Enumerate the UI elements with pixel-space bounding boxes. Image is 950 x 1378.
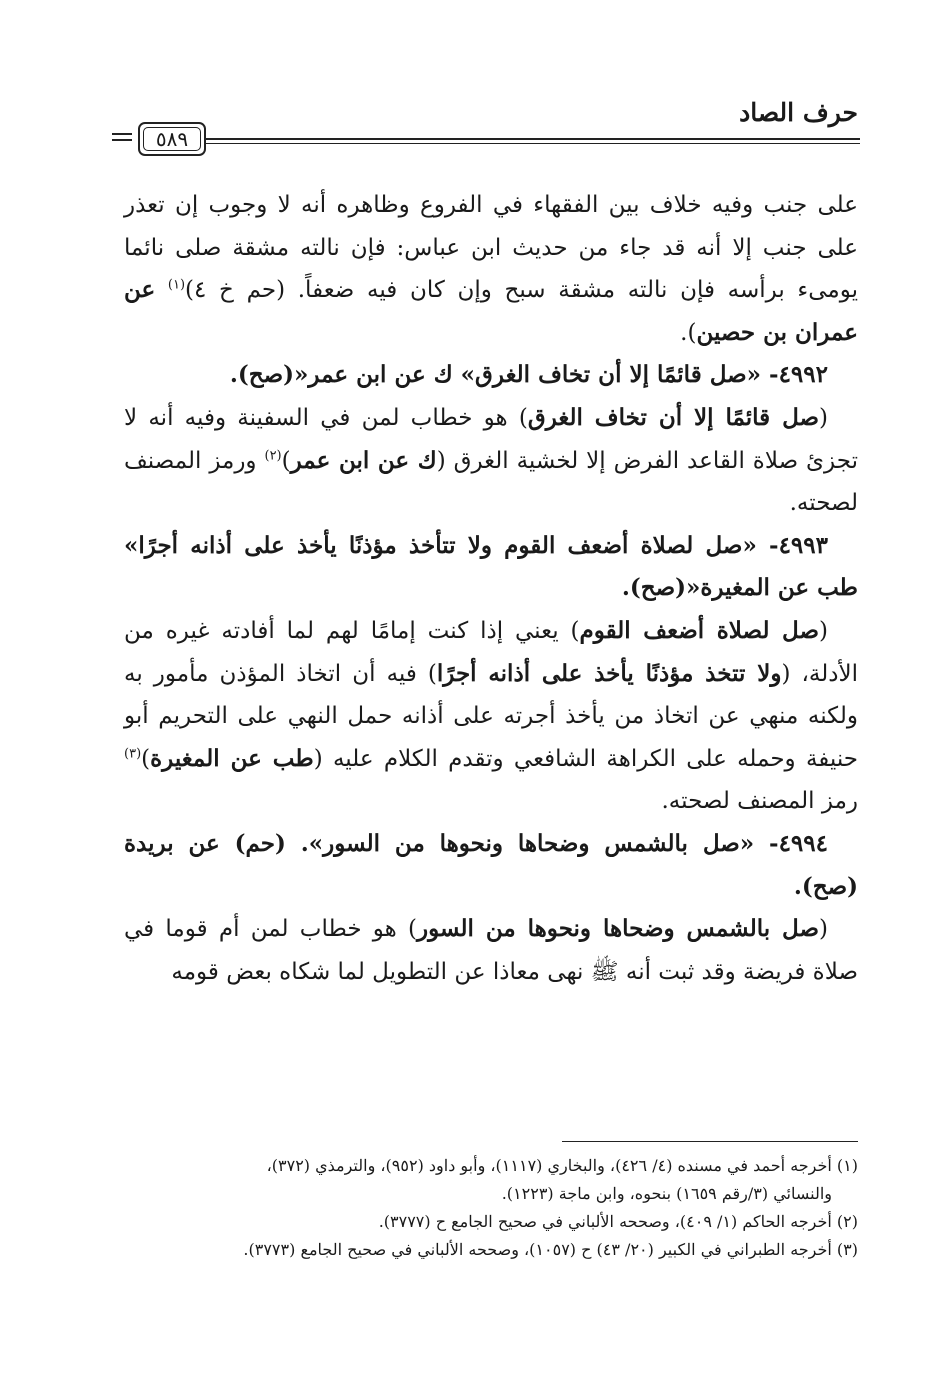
header-rule-thin <box>206 143 860 144</box>
footnote-marker-3[interactable]: (٣) <box>124 746 142 762</box>
hadith-4993: ٤٩٩٣- «صل لصلاة أضعف القوم ولا تتأخذ مؤذنًا يأخذ على أذانه أجرًا» طب عن المغيرة«(صح). <box>124 531 858 602</box>
commentary-4994: (صل بالشمس وضحاها ونحوها من السور) هو خطاب لمن أم قوما في صلاة فريضة وقد ثبت أنه ﷺ نهى معاذا عن التطويل لما شكاه بعض قومه <box>124 915 858 985</box>
footnote-1: (١) أخرجه أحمد في مسنده (٤/ ٤٢٦)، والبخاري (١١١٧)، وأبو داود (٩٥٢)، والترمذي (٣٧٢)، <box>266 1156 858 1175</box>
header-rule <box>112 122 860 158</box>
header-rule-thick <box>206 138 860 140</box>
footnote-separator <box>562 1141 858 1142</box>
commentary-4992: (صل قائمًا إلا أن تخاف الغرق) هو خطاب لمن في السفينة وفيه أنه لا تجزئ صلاة القاعد الفرض إلا لخشية الغرق (ك عن ابن عمر)$^{(٢)}$ ورمز المصنف لصحته. <box>124 403 858 517</box>
footnote-1-continued: والنسائي (٣/رقم ١٦٥٩) بنحوه، وابن ماجة (١٢٢٣). <box>501 1184 832 1203</box>
hadith-4992: ٤٩٩٢- «صل قائمًا إلا أن تخاف الغرق» ك عن ابن عمر«(صح). <box>229 361 828 389</box>
footnote-2: (٢) أخرجه الحاكم (١/ ٤٠٩)، وصححه الألباني في صحيح الجامع ح (٣٧٧٧). <box>378 1212 858 1231</box>
footnotes <box>124 1152 858 1264</box>
hadith-4994: ٤٩٩٤- «صل بالشمس وضحاها ونحوها من السور». (حم) عن بريدة (صح). <box>124 829 858 900</box>
page-number: ٥٨٩ <box>155 127 189 151</box>
main-text <box>124 184 858 993</box>
footnote-marker-1[interactable]: (١) <box>167 277 186 293</box>
page-number-box <box>138 122 206 156</box>
page-number-tick-marks <box>112 133 132 145</box>
commentary-4993: (صل لصلاة أضعف القوم) يعني إذا كنت إمامًا لهم لما أفادته غيره من الأدلة، (ولا تتخذ مؤذنًا يأخذ على أذانه أجرًا) فيه أن اتخاذ المؤذن مأمور به ولكنه منهي عن اتخاذ من يأخذ أجرته على أذانه حمل النهي على التحريم أبو حنيفة وحمله على الكراهة الشافعي وتقدم الكلام عليه (طب عن المغيرة)$^{(٣)}$ رمز المصنف لصحته. <box>124 616 859 815</box>
paragraph-continuation: على جنب وفيه خلاف بين الفقهاء في الفروع وظاهره أنه لا وجوب إن تعذر على جنب إلا أنه قد جاء من حديث ابن عباس: فإن نالته مشقة صلى نائما يومىء برأسه فإن نالته مشقة سبح وإن كان فيه ضعفاً. (حم خ ٤)$^{(١)}$ عن عمران بن حصين). <box>124 192 858 346</box>
running-title: حرف الصاد <box>739 98 858 127</box>
footnote-3: (٣) أخرجه الطبراني في الكبير (٢٠/ ٤٣) ح (١٠٥٧)، وصححه الألباني في صحيح الجامع (٣٧٧٣). <box>243 1240 858 1259</box>
footnote-marker-2[interactable]: (٢) <box>264 447 282 463</box>
